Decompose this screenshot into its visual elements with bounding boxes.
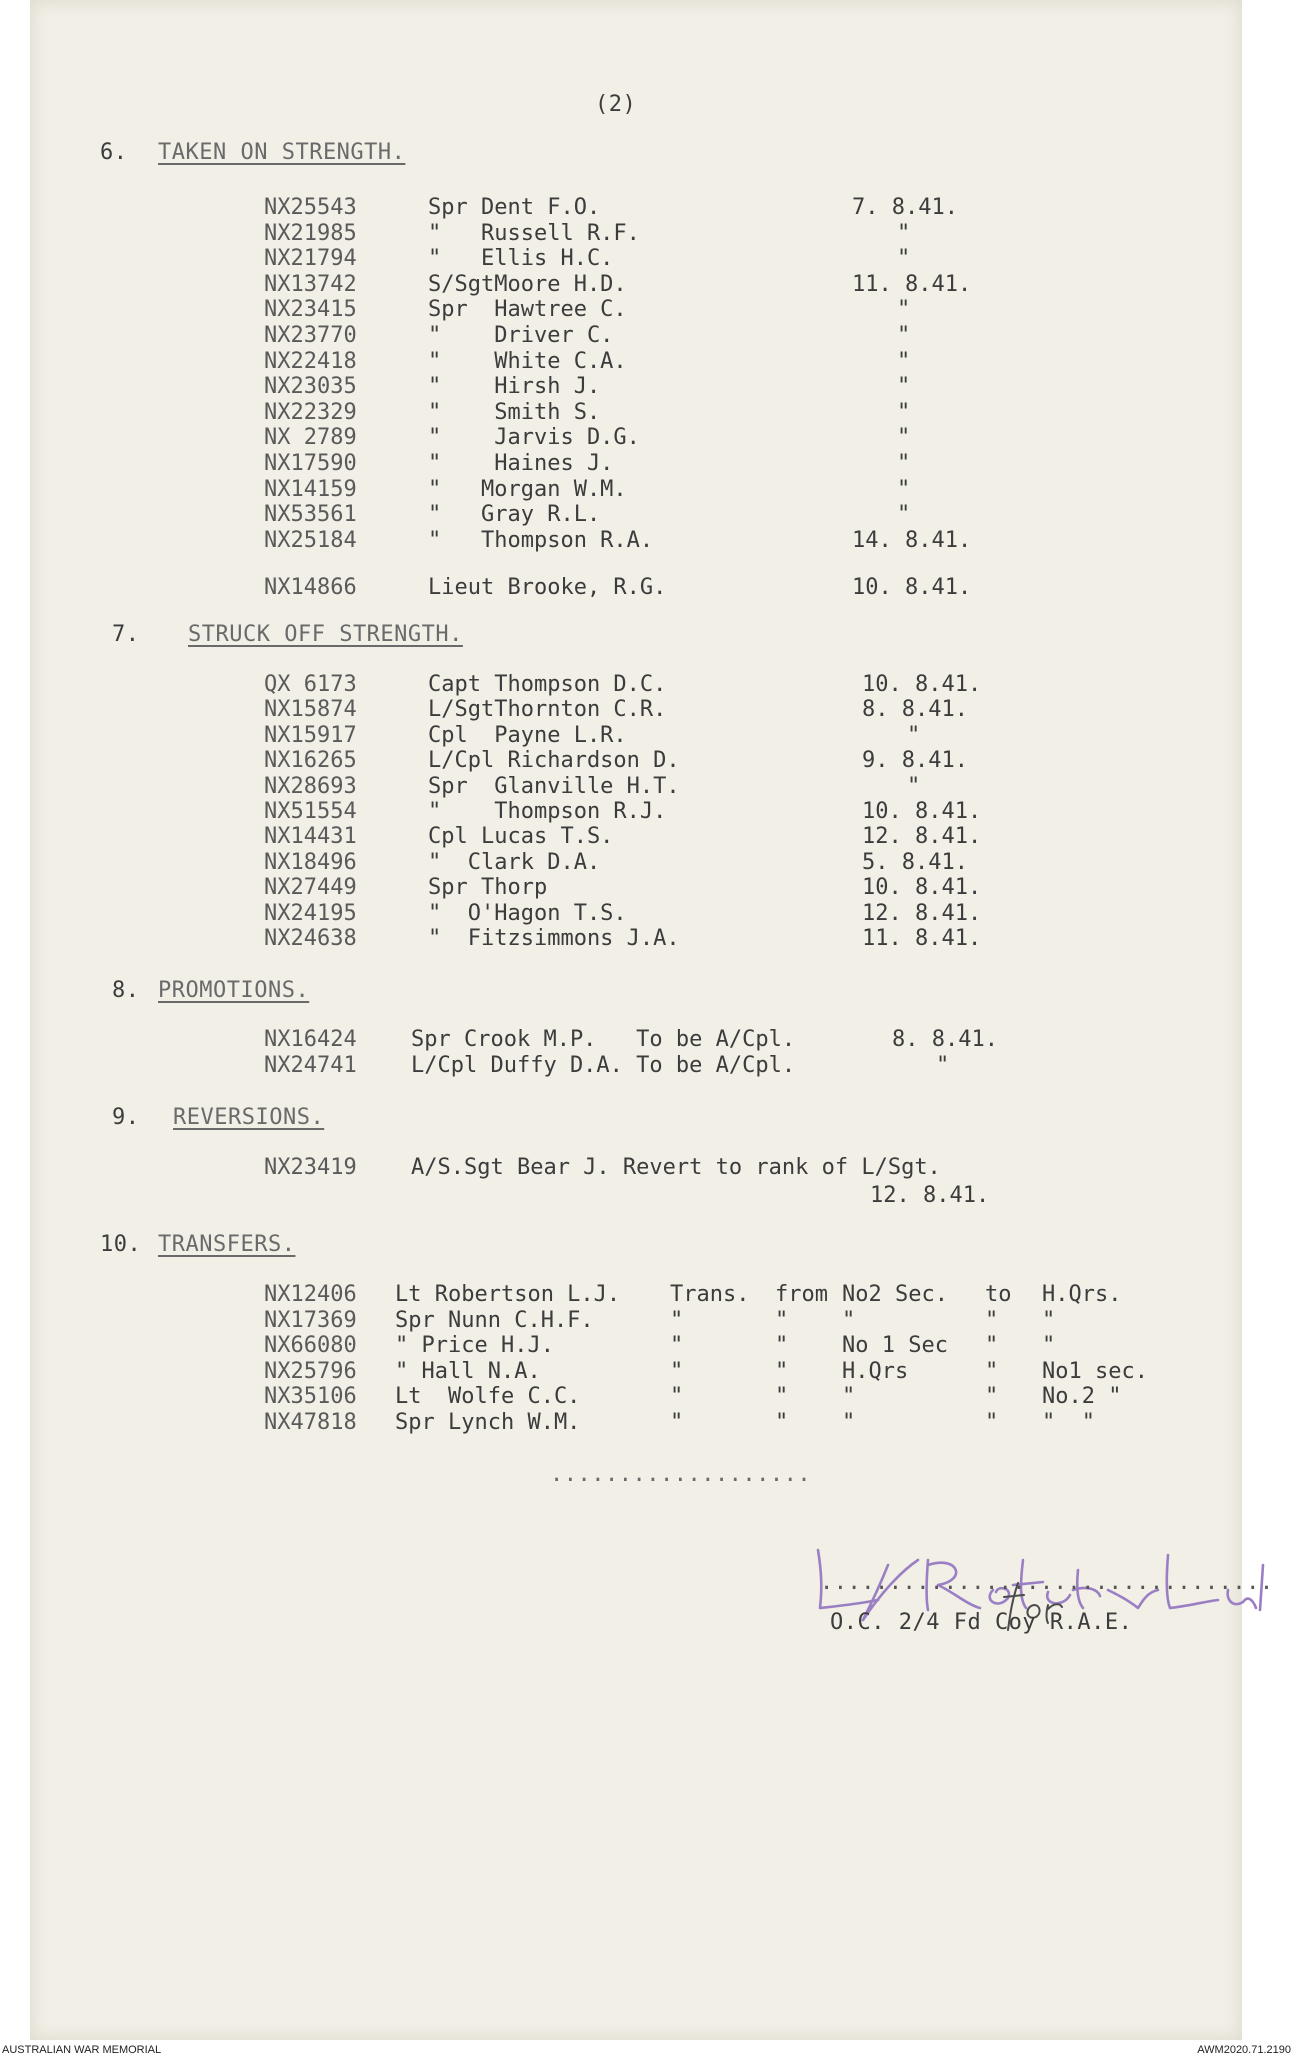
service-number: NX21794 [264,246,357,272]
entry-date: 7. 8.41. [852,195,958,220]
entry-date: 10. 8.41. [862,875,982,901]
section-heading-promotions: PROMOTIONS. [158,978,310,1003]
service-number: NX28693 [264,773,357,799]
transfer-detail: " [670,1358,684,1384]
rank-and-name: L/SgtThornton C.R. [428,697,667,723]
transfer-detail: " [985,1410,999,1435]
service-number: NX 2789 [264,425,357,451]
transfer-detail: " [775,1358,789,1384]
rank-and-name: Lt Robertson L.J. [395,1282,621,1307]
transfer-detail: " [985,1358,999,1384]
rank-and-name: Capt Thompson D.C. [428,672,667,697]
rank-and-name: " Driver C. [428,323,614,348]
service-number: NX53561 [264,502,357,528]
promotion-text: L/Cpl Duffy D.A. To be A/Cpl. [411,1053,796,1078]
rank-and-name: Spr Thorp [428,875,548,901]
service-number: NX66080 [264,1333,357,1359]
service-number: NX12406 [264,1282,357,1307]
transfer-detail: " [985,1333,999,1359]
section-number: 7. [112,622,140,647]
service-number: NX13742 [264,271,357,297]
service-number: NX18496 [264,849,357,875]
transfer-detail: " [985,1384,999,1410]
transfer-detail: " [1042,1307,1056,1333]
entry-date: 14. 8.41. [852,527,972,553]
service-number: NX24638 [264,926,357,951]
entry-date: " [897,323,911,348]
entry-date: " [897,476,911,502]
section-number: 10. [100,1232,142,1257]
rank-and-name: " Thompson R.J. [428,799,667,824]
rank-and-name: Spr Lynch W.M. [395,1410,581,1435]
rank-and-name: Lt Wolfe C.C. [395,1384,581,1410]
service-number: NX14866 [264,575,357,601]
service-number: NX47818 [264,1410,357,1435]
service-number: NX27449 [264,875,357,901]
transfer-detail: Trans. [670,1282,750,1307]
transfer-detail: " [670,1410,684,1435]
rank-and-name: " Jarvis D.G. [428,425,640,451]
archive-footer [0,2040,1295,2061]
section-heading-struck-off-strength: STRUCK OFF STRENGTH. [188,622,463,647]
service-number: NX14159 [264,476,357,502]
signature-title: O.C. 2/4 Fd Coy R.A.E. [830,1610,1133,1635]
transfer-detail: " [842,1384,856,1410]
section-heading-reversions: REVERSIONS. [173,1105,325,1130]
transfer-detail: " [775,1410,789,1435]
section-heading-transfers: TRANSFERS. [158,1232,296,1257]
service-number: NX17369 [264,1307,357,1333]
rank-and-name: " Haines J. [428,451,614,476]
entry-date: " [897,297,911,323]
service-number: NX15917 [264,722,357,748]
transfer-detail: " [775,1384,789,1410]
rank-and-name: Spr Hawtree C. [428,297,627,323]
transfer-detail: " " [1042,1410,1095,1435]
entry-date: 10. 8.41. [862,799,982,824]
transfer-detail: " [670,1384,684,1410]
entry-date: " [897,399,911,425]
service-number: NX25543 [264,195,357,220]
rank-and-name: " Gray R.L. [428,502,601,528]
rank-and-name: " White C.A. [428,348,627,374]
promotion-text: Spr Crook M.P. To be A/Cpl. [411,1027,796,1052]
entry-date: 11. 8.41. [852,271,972,297]
rank-and-name: " O'Hagon T.S. [428,900,627,926]
transfer-detail: " [670,1307,684,1333]
rank-and-name: " Hirsh J. [428,374,601,400]
section-heading-taken-on-strength: TAKEN ON STRENGTH. [158,140,406,165]
transfer-detail: " [842,1410,856,1435]
service-number: NX22329 [264,399,357,425]
transfer-detail: " [842,1307,856,1333]
service-number: NX14431 [264,824,357,850]
section-number: 8. [112,978,140,1003]
reversion-text: A/S.Sgt Bear J. Revert to rank of L/Sgt. [411,1155,941,1180]
rank-and-name: " Russell R.F. [428,220,640,246]
service-number: NX16265 [264,748,357,774]
transfer-detail: H.Qrs [842,1358,909,1384]
service-number: NX23415 [264,297,357,323]
entry-date: 10. 8.41. [852,575,972,601]
rank-and-name: Cpl Lucas T.S. [428,824,614,850]
service-number: NX24741 [264,1053,357,1078]
rank-and-name: S/SgtMoore H.D. [428,271,627,297]
service-number: NX22418 [264,348,357,374]
service-number: NX25796 [264,1358,357,1384]
service-number: NX25184 [264,527,357,553]
rank-and-name: L/Cpl Richardson D. [428,748,680,774]
footer-institution: AUSTRALIAN WAR MEMORIAL [2,2044,162,2056]
rank-and-name: " Price H.J. [395,1333,554,1359]
rank-and-name: Spr Dent F.O. [428,195,601,220]
entry-date: 8. 8.41. [862,697,968,723]
service-number: NX23419 [264,1155,357,1180]
section-number: 9. [112,1105,140,1130]
rank-and-name: Cpl Payne L.R. [428,722,627,748]
service-number: NX15874 [264,697,357,723]
entry-date: 5. 8.41. [862,849,968,875]
entry-date: " [936,1053,950,1078]
document-page [30,0,1274,2040]
entry-date: " [897,246,911,272]
dotted-separator: ................... [550,1462,812,1487]
service-number: NX51554 [264,799,357,824]
service-number: NX35106 [264,1384,357,1410]
service-number: NX17590 [264,451,357,476]
service-number: NX24195 [264,900,357,926]
entry-date: " [907,722,921,748]
rank-and-name: " Hall N.A. [395,1358,541,1384]
entry-date: " [897,348,911,374]
entry-date: 10. 8.41. [862,672,982,697]
transfer-detail: H.Qrs. [1042,1282,1122,1307]
rank-and-name: " Smith S. [428,399,601,425]
service-number: QX 6173 [264,672,357,697]
entry-date: 12. 8.41. [862,900,982,926]
rank-and-name: " Thompson R.A. [428,527,654,553]
service-number: NX21985 [264,220,357,246]
transfer-detail: " [775,1333,789,1359]
page-number: (2) [595,92,637,117]
entry-date: " [897,451,911,476]
transfer-detail: " [670,1333,684,1359]
entry-date: 12. 8.41. [862,824,982,850]
entry-date: 12. 8.41. [870,1183,990,1208]
transfer-detail: " [985,1307,999,1333]
transfer-detail: to [985,1282,1012,1307]
entry-date: " [897,425,911,451]
entry-date: " [907,773,921,799]
transfer-detail: No.2 " [1042,1384,1122,1410]
entry-date: " [897,374,911,400]
footer-reference: AWM2020.71.2190 [1197,2044,1291,2056]
transfer-detail: No 1 Sec [842,1333,948,1359]
rank-and-name: " Fitzsimmons J.A. [428,926,680,951]
rank-and-name: Spr Nunn C.H.F. [395,1307,594,1333]
section-number: 6. [100,140,128,165]
transfer-detail: " [1042,1333,1056,1359]
entry-date: 8. 8.41. [892,1027,998,1052]
signature-dotted-line: ................................. [820,1570,1274,1595]
rank-and-name: " Ellis H.C. [428,246,614,272]
entry-date: " [897,220,911,246]
entry-date: " [897,502,911,528]
rank-and-name: " Clark D.A. [428,849,601,875]
rank-and-name: Spr Glanville H.T. [428,773,680,799]
rank-and-name: Lieut Brooke, R.G. [428,575,667,601]
entry-date: 11. 8.41. [862,926,982,951]
service-number: NX16424 [264,1027,357,1052]
service-number: NX23770 [264,323,357,348]
transfer-detail: from [775,1282,828,1307]
transfer-detail: No1 sec. [1042,1358,1148,1384]
service-number: NX23035 [264,374,357,400]
transfer-detail: " [775,1307,789,1333]
entry-date: 9. 8.41. [862,748,968,774]
transfer-detail: No2 Sec. [842,1282,948,1307]
rank-and-name: " Morgan W.M. [428,476,627,502]
